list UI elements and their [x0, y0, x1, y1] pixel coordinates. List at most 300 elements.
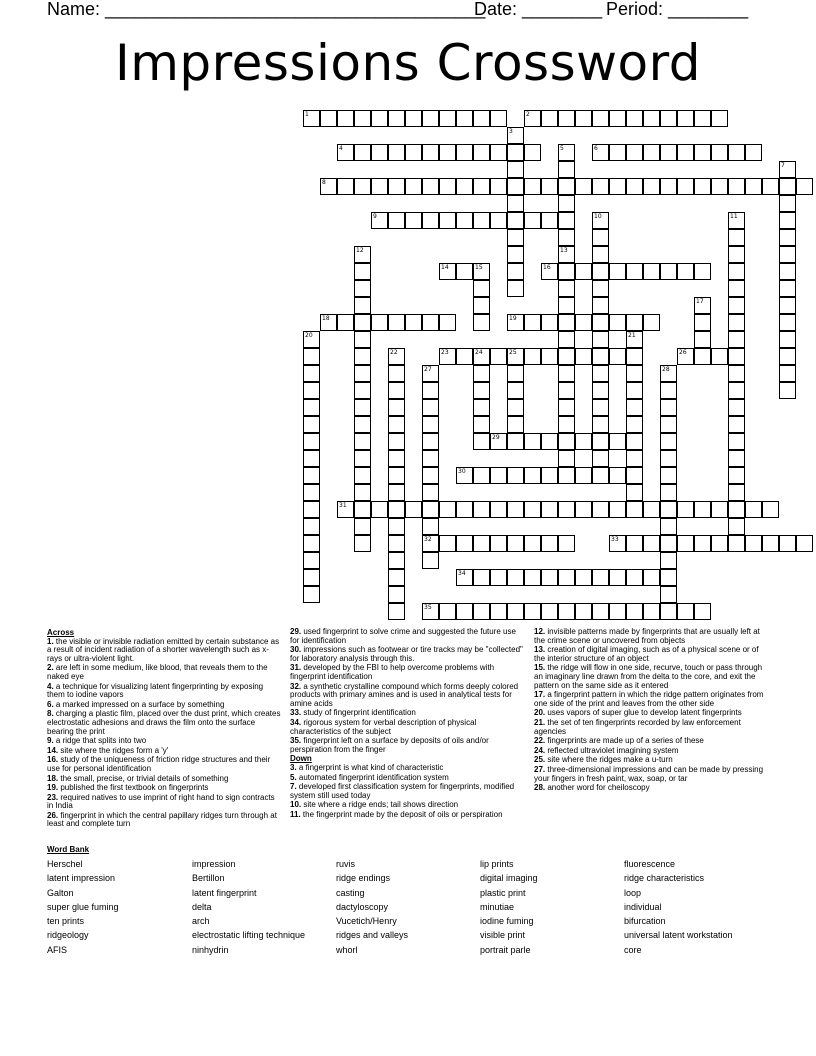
grid-cell[interactable]	[694, 331, 711, 348]
grid-cell[interactable]	[592, 603, 609, 620]
grid-cell[interactable]	[541, 314, 558, 331]
grid-cell[interactable]	[660, 586, 677, 603]
grid-cell[interactable]	[439, 314, 456, 331]
grid-cell[interactable]	[694, 178, 711, 195]
grid-cell[interactable]	[422, 484, 439, 501]
grid-cell[interactable]	[371, 144, 388, 161]
grid-cell[interactable]	[626, 501, 643, 518]
grid-cell[interactable]	[762, 178, 779, 195]
grid-cell[interactable]	[354, 535, 371, 552]
grid-cell[interactable]	[711, 178, 728, 195]
grid-cell[interactable]	[558, 297, 575, 314]
grid-cell[interactable]	[592, 467, 609, 484]
grid-cell[interactable]	[490, 212, 507, 229]
grid-cell[interactable]	[490, 178, 507, 195]
name-field[interactable]: Name: ______________________________________	[47, 0, 486, 19]
grid-cell[interactable]	[609, 535, 626, 552]
grid-cell[interactable]	[456, 178, 473, 195]
grid-cell[interactable]	[507, 399, 524, 416]
grid-cell[interactable]	[303, 110, 320, 127]
grid-cell[interactable]	[388, 178, 405, 195]
grid-cell[interactable]	[524, 535, 541, 552]
grid-cell[interactable]	[609, 263, 626, 280]
grid-cell[interactable]	[405, 110, 422, 127]
grid-cell[interactable]	[354, 348, 371, 365]
grid-cell[interactable]	[626, 348, 643, 365]
grid-cell[interactable]	[422, 467, 439, 484]
grid-cell[interactable]	[660, 450, 677, 467]
grid-cell[interactable]	[728, 144, 745, 161]
grid-cell[interactable]	[422, 535, 439, 552]
grid-cell[interactable]	[303, 484, 320, 501]
grid-cell[interactable]	[320, 314, 337, 331]
grid-cell[interactable]	[388, 518, 405, 535]
grid-cell[interactable]	[354, 331, 371, 348]
grid-cell[interactable]	[643, 178, 660, 195]
grid-cell[interactable]	[728, 212, 745, 229]
grid-cell[interactable]	[592, 212, 609, 229]
grid-cell[interactable]	[303, 501, 320, 518]
grid-cell[interactable]	[762, 501, 779, 518]
grid-cell[interactable]	[473, 603, 490, 620]
grid-cell[interactable]	[303, 416, 320, 433]
grid-cell[interactable]	[592, 399, 609, 416]
grid-cell[interactable]	[439, 212, 456, 229]
grid-cell[interactable]	[626, 263, 643, 280]
grid-cell[interactable]	[507, 467, 524, 484]
grid-cell[interactable]	[592, 297, 609, 314]
grid-cell[interactable]	[303, 399, 320, 416]
grid-cell[interactable]	[575, 348, 592, 365]
grid-cell[interactable]	[558, 416, 575, 433]
grid-cell[interactable]	[507, 416, 524, 433]
grid-cell[interactable]	[626, 535, 643, 552]
grid-cell[interactable]	[388, 501, 405, 518]
grid-cell[interactable]	[439, 144, 456, 161]
grid-cell[interactable]	[388, 467, 405, 484]
grid-cell[interactable]	[354, 365, 371, 382]
grid-cell[interactable]	[354, 382, 371, 399]
grid-cell[interactable]	[558, 348, 575, 365]
grid-cell[interactable]	[626, 569, 643, 586]
grid-cell[interactable]	[490, 569, 507, 586]
grid-cell[interactable]	[507, 382, 524, 399]
grid-cell[interactable]	[507, 144, 524, 161]
grid-cell[interactable]	[796, 178, 813, 195]
grid-cell[interactable]	[694, 501, 711, 518]
grid-cell[interactable]	[728, 416, 745, 433]
grid-cell[interactable]	[711, 535, 728, 552]
grid-cell[interactable]	[490, 467, 507, 484]
grid-cell[interactable]	[507, 127, 524, 144]
grid-cell[interactable]	[354, 314, 371, 331]
grid-cell[interactable]	[609, 144, 626, 161]
grid-cell[interactable]	[490, 603, 507, 620]
grid-cell[interactable]	[779, 365, 796, 382]
grid-cell[interactable]	[541, 467, 558, 484]
grid-cell[interactable]	[660, 399, 677, 416]
grid-cell[interactable]	[320, 178, 337, 195]
grid-cell[interactable]	[779, 263, 796, 280]
grid-cell[interactable]	[592, 110, 609, 127]
grid-cell[interactable]	[728, 382, 745, 399]
grid-cell[interactable]	[507, 569, 524, 586]
grid-cell[interactable]	[609, 501, 626, 518]
grid-cell[interactable]	[609, 314, 626, 331]
grid-cell[interactable]	[507, 433, 524, 450]
grid-cell[interactable]	[660, 144, 677, 161]
grid-cell[interactable]	[303, 433, 320, 450]
grid-cell[interactable]	[473, 569, 490, 586]
grid-cell[interactable]	[779, 212, 796, 229]
grid-cell[interactable]	[388, 586, 405, 603]
grid-cell[interactable]	[643, 263, 660, 280]
grid-cell[interactable]	[507, 535, 524, 552]
grid-cell[interactable]	[354, 501, 371, 518]
grid-cell[interactable]	[371, 212, 388, 229]
grid-cell[interactable]	[354, 484, 371, 501]
grid-cell[interactable]	[473, 433, 490, 450]
grid-cell[interactable]	[558, 246, 575, 263]
grid-cell[interactable]	[592, 569, 609, 586]
grid-cell[interactable]	[524, 348, 541, 365]
grid-cell[interactable]	[439, 535, 456, 552]
grid-cell[interactable]	[354, 178, 371, 195]
grid-cell[interactable]	[592, 501, 609, 518]
grid-cell[interactable]	[660, 501, 677, 518]
grid-cell[interactable]	[473, 297, 490, 314]
grid-cell[interactable]	[626, 603, 643, 620]
grid-cell[interactable]	[541, 110, 558, 127]
grid-cell[interactable]	[490, 110, 507, 127]
grid-cell[interactable]	[643, 535, 660, 552]
grid-cell[interactable]	[473, 348, 490, 365]
grid-cell[interactable]	[626, 314, 643, 331]
grid-cell[interactable]	[728, 518, 745, 535]
grid-cell[interactable]	[388, 416, 405, 433]
grid-cell[interactable]	[354, 450, 371, 467]
grid-cell[interactable]	[507, 212, 524, 229]
grid-cell[interactable]	[728, 297, 745, 314]
grid-cell[interactable]	[677, 603, 694, 620]
grid-cell[interactable]	[354, 144, 371, 161]
grid-cell[interactable]	[745, 535, 762, 552]
grid-cell[interactable]	[660, 110, 677, 127]
grid-cell[interactable]	[541, 603, 558, 620]
grid-cell[interactable]	[371, 501, 388, 518]
grid-cell[interactable]	[779, 195, 796, 212]
grid-cell[interactable]	[677, 144, 694, 161]
grid-cell[interactable]	[779, 297, 796, 314]
grid-cell[interactable]	[388, 569, 405, 586]
grid-cell[interactable]	[728, 399, 745, 416]
grid-cell[interactable]	[558, 229, 575, 246]
grid-cell[interactable]	[728, 365, 745, 382]
grid-cell[interactable]	[524, 433, 541, 450]
grid-cell[interactable]	[507, 603, 524, 620]
grid-cell[interactable]	[626, 450, 643, 467]
grid-cell[interactable]	[558, 178, 575, 195]
grid-cell[interactable]	[422, 212, 439, 229]
grid-cell[interactable]	[728, 467, 745, 484]
grid-cell[interactable]	[456, 110, 473, 127]
grid-cell[interactable]	[388, 144, 405, 161]
grid-cell[interactable]	[728, 484, 745, 501]
grid-cell[interactable]	[728, 263, 745, 280]
grid-cell[interactable]	[728, 314, 745, 331]
grid-cell[interactable]	[660, 467, 677, 484]
grid-cell[interactable]	[694, 263, 711, 280]
grid-cell[interactable]	[592, 246, 609, 263]
grid-cell[interactable]	[558, 467, 575, 484]
grid-cell[interactable]	[456, 212, 473, 229]
grid-cell[interactable]	[456, 603, 473, 620]
grid-cell[interactable]	[541, 178, 558, 195]
grid-cell[interactable]	[507, 280, 524, 297]
grid-cell[interactable]	[507, 195, 524, 212]
grid-cell[interactable]	[439, 110, 456, 127]
grid-cell[interactable]	[609, 467, 626, 484]
grid-cell[interactable]	[456, 144, 473, 161]
grid-cell[interactable]	[354, 399, 371, 416]
grid-cell[interactable]	[558, 331, 575, 348]
grid-cell[interactable]	[354, 280, 371, 297]
grid-cell[interactable]	[524, 144, 541, 161]
grid-cell[interactable]	[388, 484, 405, 501]
period-field[interactable]: Period: ________	[606, 0, 749, 19]
grid-cell[interactable]	[303, 518, 320, 535]
grid-cell[interactable]	[388, 348, 405, 365]
grid-cell[interactable]	[558, 535, 575, 552]
grid-cell[interactable]	[592, 416, 609, 433]
grid-cell[interactable]	[660, 365, 677, 382]
grid-cell[interactable]	[728, 246, 745, 263]
grid-cell[interactable]	[592, 280, 609, 297]
grid-cell[interactable]	[371, 178, 388, 195]
grid-cell[interactable]	[541, 501, 558, 518]
grid-cell[interactable]	[473, 110, 490, 127]
grid-cell[interactable]	[473, 365, 490, 382]
grid-cell[interactable]	[422, 501, 439, 518]
grid-cell[interactable]	[626, 399, 643, 416]
grid-cell[interactable]	[303, 348, 320, 365]
grid-cell[interactable]	[337, 178, 354, 195]
grid-cell[interactable]	[524, 501, 541, 518]
grid-cell[interactable]	[745, 178, 762, 195]
grid-cell[interactable]	[388, 110, 405, 127]
grid-cell[interactable]	[575, 314, 592, 331]
grid-cell[interactable]	[473, 382, 490, 399]
grid-cell[interactable]	[575, 263, 592, 280]
grid-cell[interactable]	[439, 603, 456, 620]
grid-cell[interactable]	[303, 382, 320, 399]
grid-cell[interactable]	[728, 280, 745, 297]
grid-cell[interactable]	[507, 501, 524, 518]
grid-cell[interactable]	[745, 144, 762, 161]
grid-cell[interactable]	[558, 144, 575, 161]
grid-cell[interactable]	[456, 348, 473, 365]
grid-cell[interactable]	[609, 348, 626, 365]
grid-cell[interactable]	[694, 110, 711, 127]
grid-cell[interactable]	[592, 365, 609, 382]
grid-cell[interactable]	[490, 433, 507, 450]
grid-cell[interactable]	[558, 365, 575, 382]
grid-cell[interactable]	[558, 501, 575, 518]
grid-cell[interactable]	[337, 144, 354, 161]
grid-cell[interactable]	[558, 314, 575, 331]
grid-cell[interactable]	[388, 552, 405, 569]
grid-cell[interactable]	[626, 484, 643, 501]
grid-cell[interactable]	[473, 535, 490, 552]
grid-cell[interactable]	[558, 603, 575, 620]
grid-cell[interactable]	[660, 416, 677, 433]
grid-cell[interactable]	[422, 144, 439, 161]
grid-cell[interactable]	[779, 280, 796, 297]
grid-cell[interactable]	[626, 331, 643, 348]
grid-cell[interactable]	[592, 178, 609, 195]
grid-cell[interactable]	[303, 535, 320, 552]
grid-cell[interactable]	[473, 314, 490, 331]
grid-cell[interactable]	[728, 535, 745, 552]
grid-cell[interactable]	[558, 263, 575, 280]
grid-cell[interactable]	[541, 263, 558, 280]
grid-cell[interactable]	[388, 603, 405, 620]
grid-cell[interactable]	[303, 569, 320, 586]
grid-cell[interactable]	[507, 161, 524, 178]
grid-cell[interactable]	[524, 314, 541, 331]
grid-cell[interactable]	[643, 569, 660, 586]
grid-cell[interactable]	[643, 314, 660, 331]
grid-cell[interactable]	[677, 178, 694, 195]
grid-cell[interactable]	[524, 603, 541, 620]
grid-cell[interactable]	[609, 178, 626, 195]
grid-cell[interactable]	[711, 144, 728, 161]
grid-cell[interactable]	[558, 382, 575, 399]
grid-cell[interactable]	[660, 263, 677, 280]
grid-cell[interactable]	[524, 178, 541, 195]
grid-cell[interactable]	[711, 501, 728, 518]
grid-cell[interactable]	[405, 212, 422, 229]
grid-cell[interactable]	[354, 416, 371, 433]
grid-cell[interactable]	[660, 552, 677, 569]
grid-cell[interactable]	[371, 110, 388, 127]
grid-cell[interactable]	[677, 263, 694, 280]
grid-cell[interactable]	[779, 331, 796, 348]
grid-cell[interactable]	[626, 365, 643, 382]
grid-cell[interactable]	[354, 467, 371, 484]
grid-cell[interactable]	[490, 501, 507, 518]
grid-cell[interactable]	[524, 569, 541, 586]
grid-cell[interactable]	[558, 280, 575, 297]
grid-cell[interactable]	[626, 433, 643, 450]
grid-cell[interactable]	[422, 314, 439, 331]
grid-cell[interactable]	[337, 110, 354, 127]
grid-cell[interactable]	[456, 569, 473, 586]
grid-cell[interactable]	[558, 450, 575, 467]
grid-cell[interactable]	[405, 178, 422, 195]
grid-cell[interactable]	[303, 365, 320, 382]
grid-cell[interactable]	[456, 535, 473, 552]
grid-cell[interactable]	[541, 212, 558, 229]
grid-cell[interactable]	[626, 110, 643, 127]
grid-cell[interactable]	[422, 365, 439, 382]
date-field[interactable]: Date: ________	[474, 0, 603, 19]
grid-cell[interactable]	[660, 518, 677, 535]
grid-cell[interactable]	[388, 365, 405, 382]
grid-cell[interactable]	[490, 348, 507, 365]
grid-cell[interactable]	[490, 144, 507, 161]
grid-cell[interactable]	[507, 178, 524, 195]
grid-cell[interactable]	[422, 603, 439, 620]
grid-cell[interactable]	[558, 195, 575, 212]
grid-cell[interactable]	[524, 467, 541, 484]
grid-cell[interactable]	[541, 433, 558, 450]
grid-cell[interactable]	[762, 535, 779, 552]
grid-cell[interactable]	[643, 501, 660, 518]
grid-cell[interactable]	[677, 348, 694, 365]
grid-cell[interactable]	[660, 433, 677, 450]
grid-cell[interactable]	[779, 178, 796, 195]
grid-cell[interactable]	[371, 314, 388, 331]
grid-cell[interactable]	[728, 331, 745, 348]
grid-cell[interactable]	[490, 535, 507, 552]
grid-cell[interactable]	[354, 263, 371, 280]
grid-cell[interactable]	[473, 467, 490, 484]
grid-cell[interactable]	[473, 416, 490, 433]
grid-cell[interactable]	[388, 535, 405, 552]
grid-cell[interactable]	[609, 110, 626, 127]
grid-cell[interactable]	[796, 535, 813, 552]
grid-cell[interactable]	[422, 110, 439, 127]
grid-cell[interactable]	[779, 382, 796, 399]
grid-cell[interactable]	[677, 110, 694, 127]
grid-cell[interactable]	[473, 212, 490, 229]
grid-cell[interactable]	[456, 263, 473, 280]
grid-cell[interactable]	[541, 569, 558, 586]
grid-cell[interactable]	[660, 178, 677, 195]
grid-cell[interactable]	[626, 178, 643, 195]
grid-cell[interactable]	[779, 535, 796, 552]
grid-cell[interactable]	[626, 144, 643, 161]
grid-cell[interactable]	[354, 518, 371, 535]
grid-cell[interactable]	[643, 110, 660, 127]
grid-cell[interactable]	[592, 144, 609, 161]
grid-cell[interactable]	[405, 144, 422, 161]
grid-cell[interactable]	[473, 280, 490, 297]
grid-cell[interactable]	[507, 365, 524, 382]
grid-cell[interactable]	[388, 314, 405, 331]
grid-cell[interactable]	[473, 178, 490, 195]
grid-cell[interactable]	[779, 246, 796, 263]
grid-cell[interactable]	[388, 382, 405, 399]
grid-cell[interactable]	[609, 433, 626, 450]
grid-cell[interactable]	[558, 569, 575, 586]
grid-cell[interactable]	[439, 178, 456, 195]
grid-cell[interactable]	[677, 535, 694, 552]
grid-cell[interactable]	[558, 212, 575, 229]
grid-cell[interactable]	[779, 229, 796, 246]
grid-cell[interactable]	[592, 331, 609, 348]
grid-cell[interactable]	[643, 603, 660, 620]
grid-cell[interactable]	[405, 314, 422, 331]
grid-cell[interactable]	[711, 348, 728, 365]
grid-cell[interactable]	[473, 263, 490, 280]
grid-cell[interactable]	[388, 450, 405, 467]
grid-cell[interactable]	[558, 110, 575, 127]
grid-cell[interactable]	[728, 178, 745, 195]
grid-cell[interactable]	[439, 348, 456, 365]
grid-cell[interactable]	[592, 348, 609, 365]
